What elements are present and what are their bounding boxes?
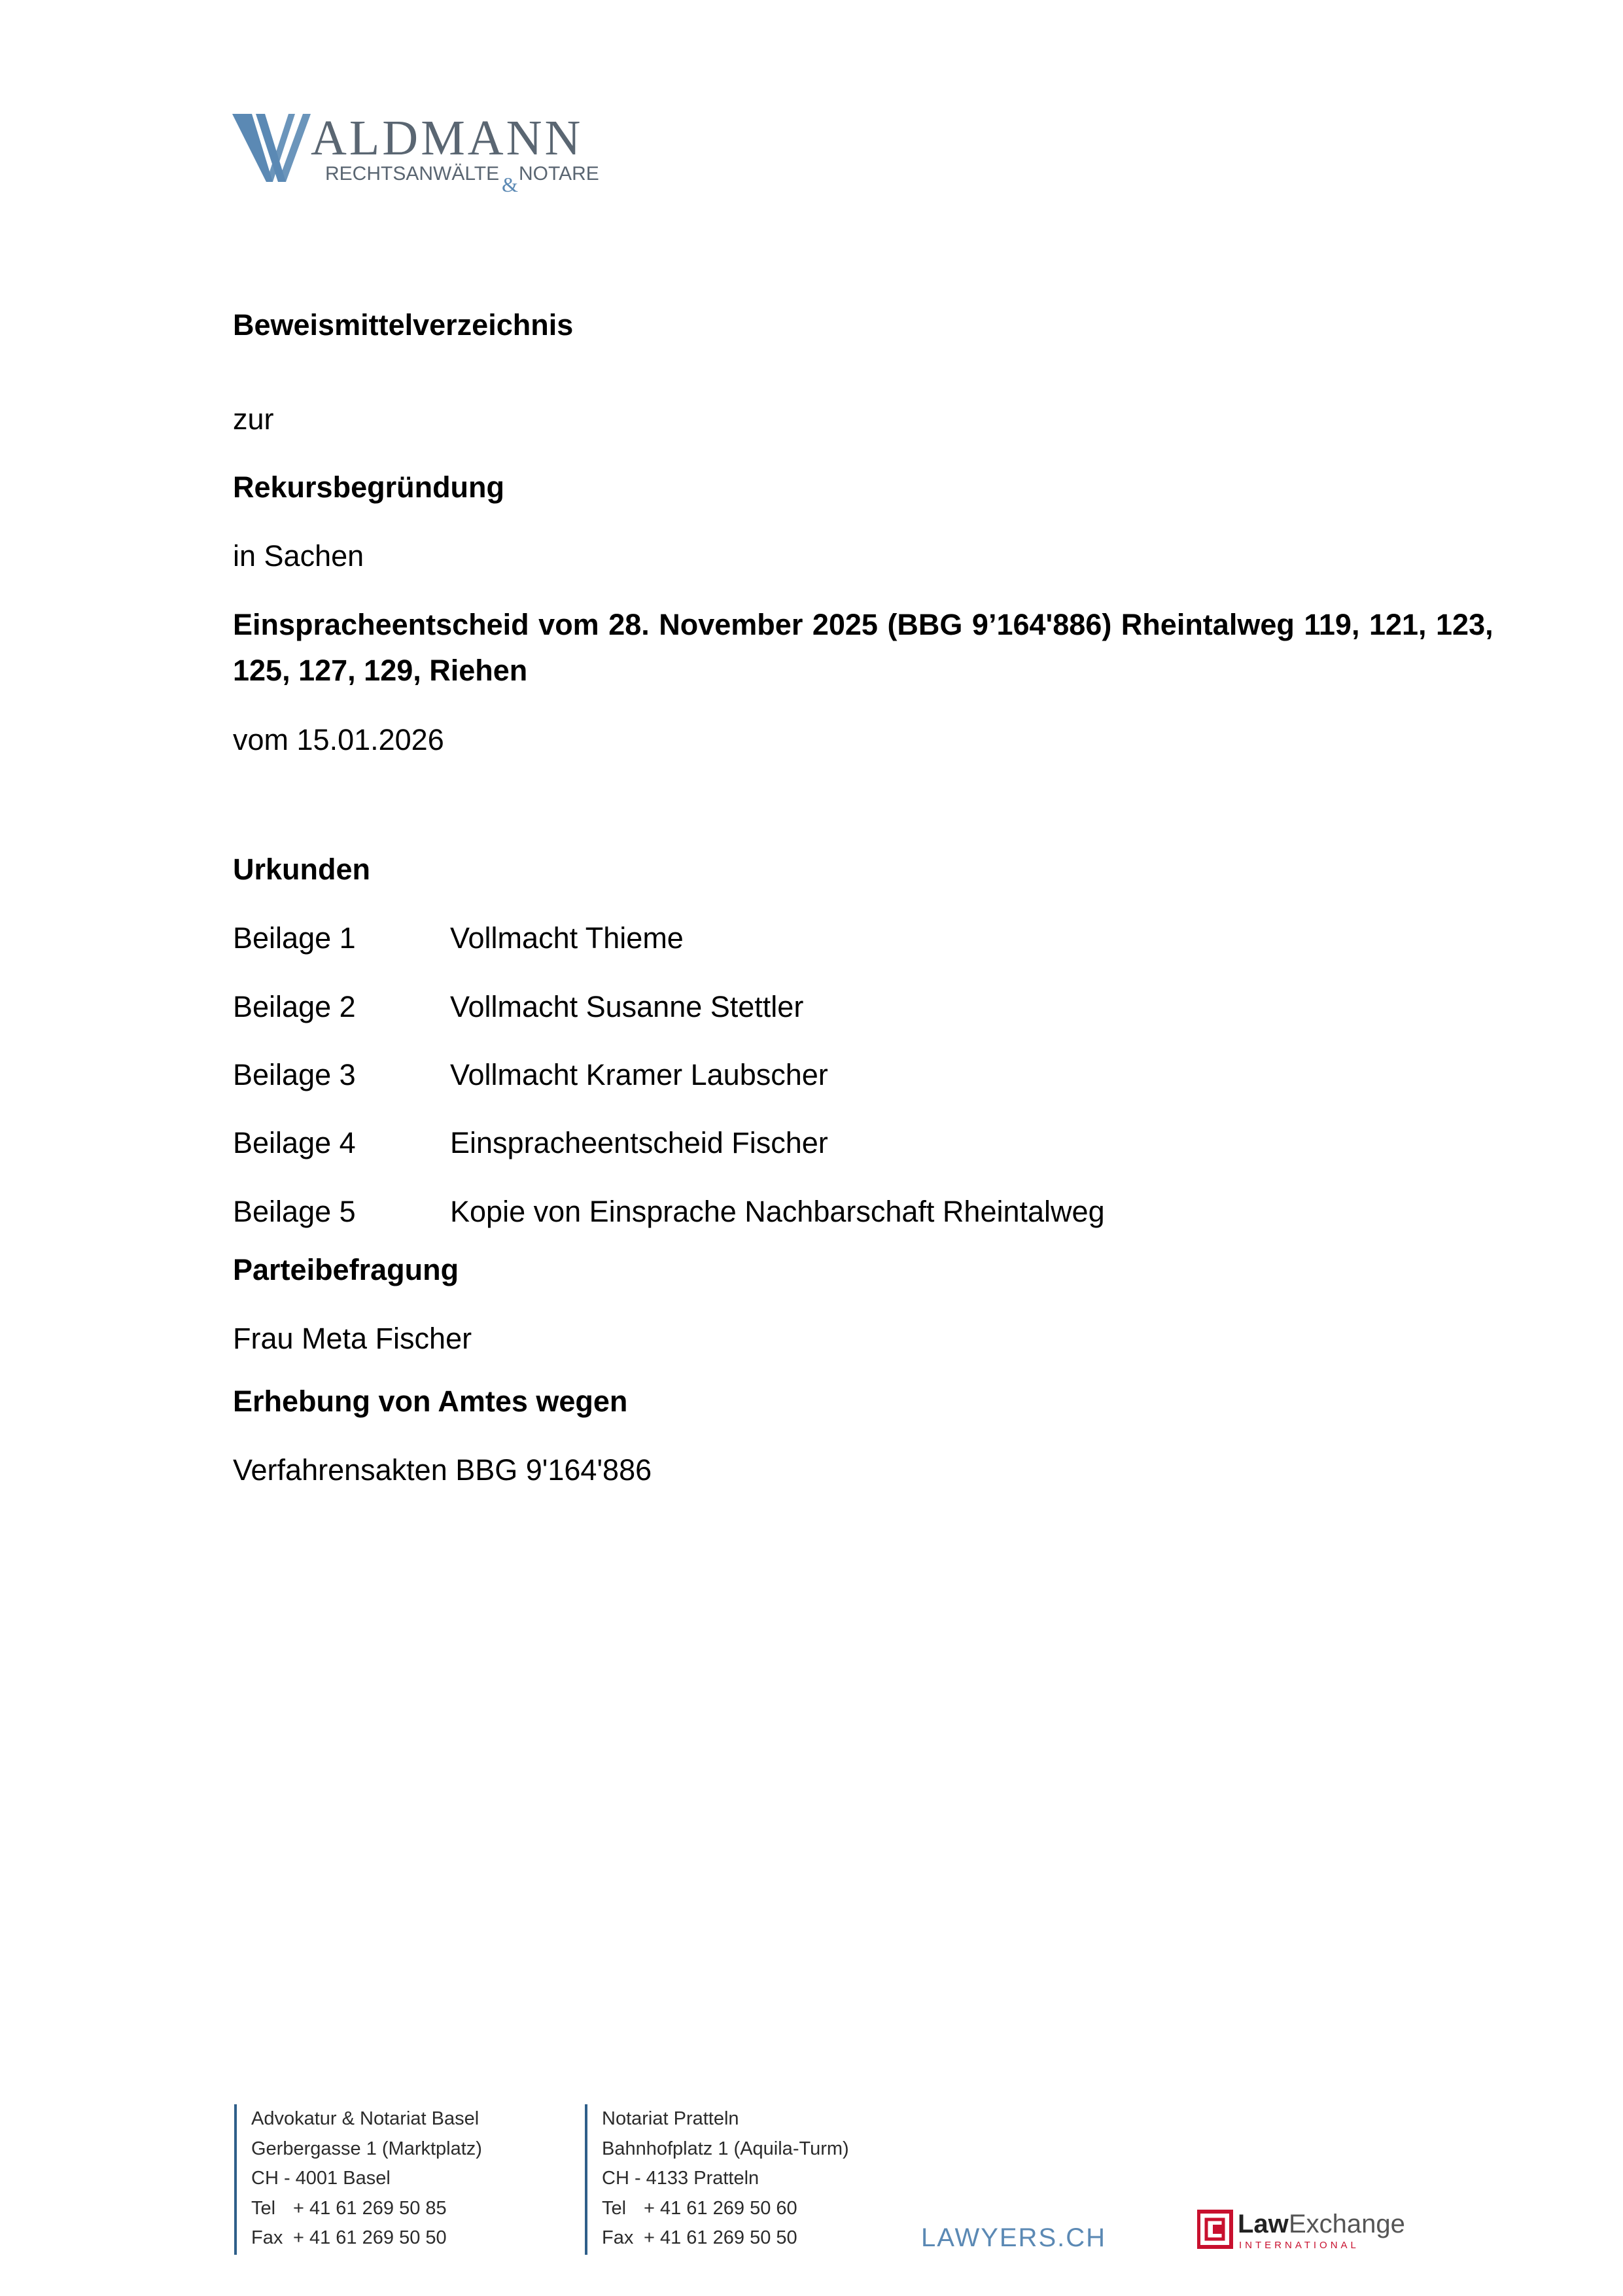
waldmann-logo-graphic bbox=[232, 110, 625, 195]
case-title-line-1: Einspracheentscheid vom 28. November 2025 (BBG 9’164'886) Rheintalweg 119, 121, 123, bbox=[233, 608, 1493, 641]
beilage-description: Vollmacht Kramer Laubscher bbox=[450, 1058, 828, 1091]
fax-label: Fax bbox=[251, 2227, 283, 2248]
office-street: Bahnhofplatz 1 (Aquila-Turm) bbox=[602, 2138, 849, 2159]
beilage-label: Beilage 1 bbox=[233, 921, 356, 955]
logo-subtitle-left: RECHTSANWÄLTE bbox=[325, 163, 500, 185]
in-sachen-text: in Sachen bbox=[233, 539, 364, 573]
case-title-line-2: 125, 127, 129, Riehen bbox=[233, 654, 528, 687]
subject-heading: Rekursbegründung bbox=[233, 470, 505, 504]
beilage-label: Beilage 2 bbox=[233, 990, 356, 1023]
parteibefragung-heading: Parteibefragung bbox=[233, 1253, 459, 1286]
lawexchange-exchange: Exchange bbox=[1289, 2210, 1405, 2238]
office-city: CH - 4001 Basel bbox=[251, 2168, 391, 2189]
footer-divider bbox=[234, 2104, 237, 2255]
erhebung-heading: Erhebung von Amtes wegen bbox=[233, 1385, 628, 1418]
footer-divider bbox=[585, 2104, 587, 2255]
logo-ampersand: & bbox=[502, 173, 518, 195]
document-date: vom 15.01.2026 bbox=[233, 723, 444, 756]
zur-text: zur bbox=[233, 402, 274, 436]
footer-office-pratteln bbox=[585, 2104, 849, 2253]
beilage-description: Vollmacht Susanne Stettler bbox=[450, 990, 804, 1023]
lawexchange-logo bbox=[1197, 2206, 1426, 2252]
beilage-description: Einspracheentscheid Fischer bbox=[450, 1126, 828, 1159]
office-name: Advokatur & Notariat Basel bbox=[251, 2108, 480, 2129]
office-street: Gerbergasse 1 (Marktplatz) bbox=[251, 2138, 482, 2159]
beilage-description: Vollmacht Thieme bbox=[450, 921, 684, 955]
fax-label: Fax bbox=[602, 2227, 634, 2248]
lawyers-ch-link[interactable]: LAWYERS.CH bbox=[921, 2223, 1107, 2252]
fax-number: + 41 61 269 50 50 bbox=[644, 2227, 797, 2248]
office-city: CH - 4133 Pratteln bbox=[602, 2168, 759, 2189]
beilage-label: Beilage 4 bbox=[233, 1126, 356, 1159]
office-phone bbox=[251, 2194, 482, 2224]
beilage-description: Kopie von Einsprache Nachbarschaft Rheintalweg bbox=[450, 1195, 1105, 1228]
waldmann-logo bbox=[232, 110, 625, 195]
parteibefragung-text: Frau Meta Fischer bbox=[233, 1322, 472, 1355]
beilage-label: Beilage 5 bbox=[233, 1195, 356, 1228]
urkunden-heading: Urkunden bbox=[233, 853, 371, 886]
erhebung-text: Verfahrensakten BBG 9'164'886 bbox=[233, 1453, 652, 1487]
office-name: Notariat Pratteln bbox=[602, 2108, 739, 2129]
lawexchange-international: INTERNATIONAL bbox=[1239, 2240, 1359, 2251]
tel-label: Tel bbox=[602, 2197, 627, 2219]
office-fax bbox=[602, 2223, 849, 2253]
tel-label: Tel bbox=[251, 2197, 276, 2219]
tel-number[interactable]: + 41 61 269 50 60 bbox=[644, 2197, 797, 2219]
tel-number[interactable]: + 41 61 269 50 85 bbox=[293, 2197, 447, 2219]
beilage-label: Beilage 3 bbox=[233, 1058, 356, 1091]
document-title: Beweismittelverzeichnis bbox=[233, 308, 574, 342]
lawexchange-law: Law bbox=[1238, 2210, 1289, 2238]
logo-subtitle-right: NOTARE bbox=[519, 163, 599, 185]
office-phone bbox=[602, 2194, 849, 2224]
fax-number: + 41 61 269 50 50 bbox=[293, 2227, 447, 2248]
logo-brand-text: ALDMANN bbox=[311, 111, 584, 166]
office-fax bbox=[251, 2223, 482, 2253]
footer-office-basel bbox=[234, 2104, 482, 2253]
lawexchange-logo-graphic bbox=[1197, 2206, 1426, 2252]
